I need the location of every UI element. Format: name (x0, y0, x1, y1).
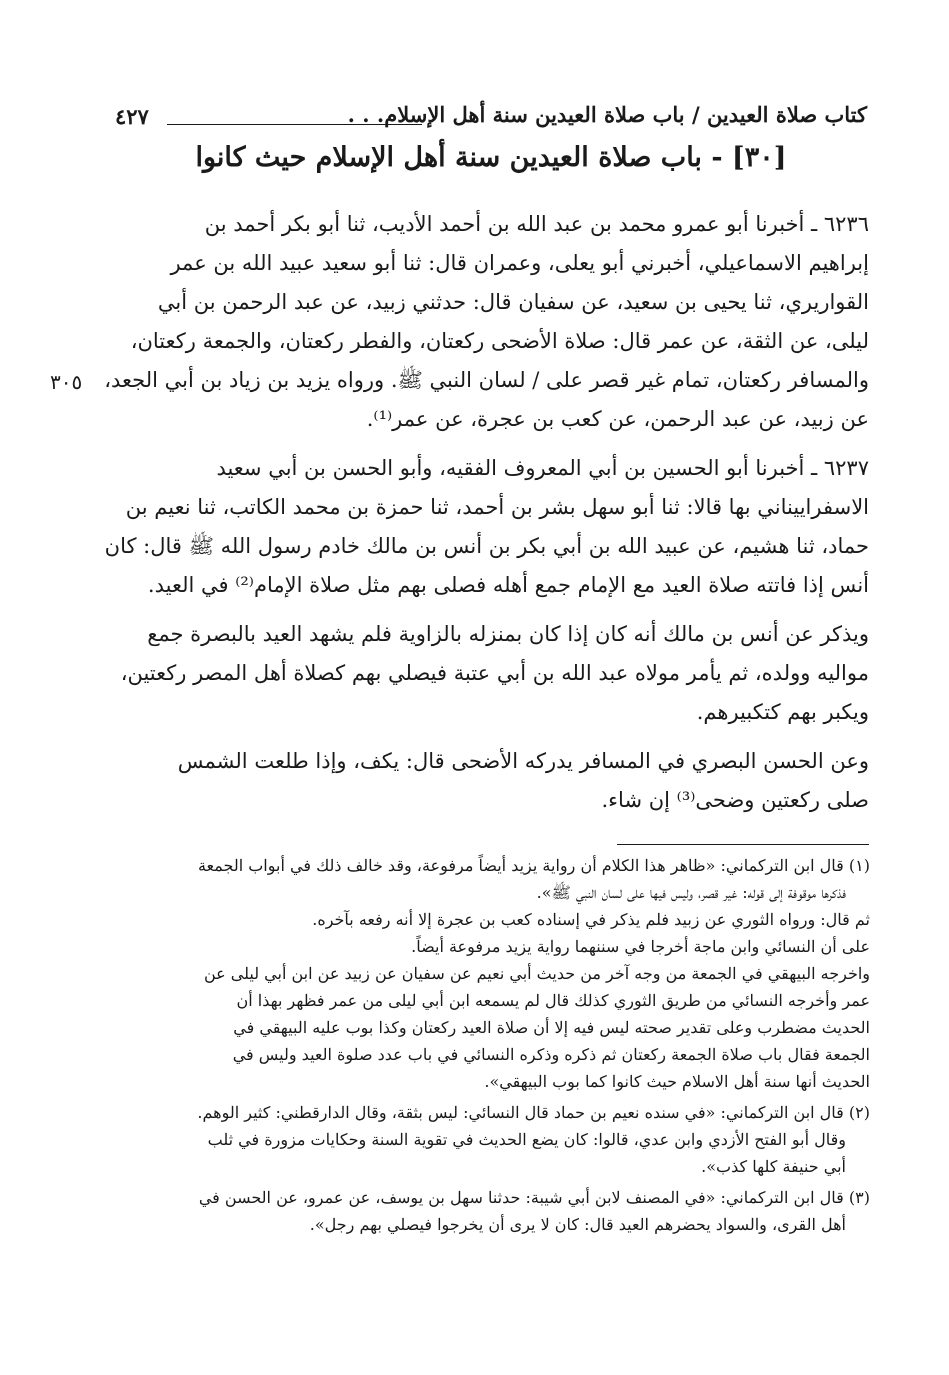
text-line: ويكبر بهم كتكبيرهم. (696, 700, 869, 724)
hadith-paragraph (104, 205, 869, 439)
margin-page-reference: ٣٠٥ (50, 370, 83, 394)
footnote-line: (٢) قال ابن التركماني: «في سنده نعيم بن حماد قال النسائي: ليس بثقة، وقال الدارقطني: كثير الوهم. (197, 1103, 870, 1122)
running-header (115, 98, 867, 138)
footnote-line: ثم قال: ورواه الثوري عن زبيد فلم يذكر في إسناده كعب بن عجرة إلا أنه رفعه بآخره. (312, 910, 870, 929)
text-line: عن زبيد، عن عبد الرحمن، عن كعب بن عجرة، عن عمر⁽¹⁾. (366, 407, 869, 431)
footnote-line: (٣) قال ابن التركماني: «في المصنف لابن أبي شيبة: حدثنا سهل بن يوسف، عن عمرو، عن الحسن في (198, 1188, 870, 1207)
footnote-line: عمر وأخرجه النسائي من طريق الثوري كذلك قال لم يسمعه ابن أبي ليلى من عمر فظهر بهذا أن (236, 991, 870, 1010)
main-text (104, 205, 869, 830)
text-line: مواليه وولده، ثم يأمر مولاه عبد الله بن أبي عتبة فيصلي بهم كصلاة أهل المصر ركعتين، (120, 661, 869, 685)
text-line: ويذكر عن أنس بن مالك أنه كان إذا كان بمنزله بالزاوية فلم يشهد العيد بالبصرة جمع (147, 622, 869, 646)
footnote-line: الجمعة فقال باب صلاة الجمعة ركعتان ثم ذكره وذكره النسائي في باب عدد صلوة العيد وليس في (232, 1045, 870, 1064)
footnote (112, 1184, 870, 1238)
footnote-line: وقال أبو الفتح الأزدي وابن عدي، قالوا: كان يضع الحديث في تقوية السنة وحكايات مزورة في ثلب (207, 1130, 846, 1149)
footnote-divider (617, 844, 869, 845)
footnote-line: الحديث أنها سنة أهل الاسلام حيث كانوا كما بوب البيهقي». (484, 1072, 870, 1091)
text-paragraph (112, 615, 869, 732)
text-line: وعن الحسن البصري في المسافر يدركه الأضحى قال: يكف، وإذا طلعت الشمس (177, 749, 869, 773)
text-line: صلى ركعتين وضحى⁽³⁾ إن شاء. (601, 788, 869, 812)
header-rule (167, 124, 422, 125)
text-line: حماد، ثنا هشيم، عن عبيد الله بن أبي بكر بن أنس بن مالك خادم رسول الله ﷺ قال: كان (104, 534, 869, 558)
hadith-paragraph (104, 449, 869, 605)
text-line: إبراهيم الاسماعيلي، أخبرني أبو يعلى، وعمران قال: ثنا أبو سعيد عبيد الله بن عمر (170, 251, 869, 275)
footnote-line: على أن النسائي وابن ماجة أخرجا في سننهما رواية يزيد مرفوعة أيضاً. (411, 937, 870, 956)
text-paragraph (112, 742, 869, 820)
footnote-line: واخرجه البيهقي في الجمعة من وجه آخر من حديث أبي نعيم عن سفيان عن زبيد عن ابن أبي ليلى عن (203, 964, 870, 983)
text-line: ليلى، عن الثقة، عن عمر قال: صلاة الأضحى ركعتان، والفطر ركعتان، والجمعة ركعتان، (130, 329, 869, 353)
footnote (112, 1099, 870, 1180)
page-number: ٤٢٧ (115, 104, 149, 129)
text-line: الاسفراييناني بها قالا: ثنا أبو سهل بشر بن أحمد، ثنا حمزة بن محمد الكاتب، ثنا نعيم بن (125, 495, 869, 519)
footnote-line: أهل القرى، والسواد يحضرهم العيد قال: كان لا يرى أن يخرجوا فيصلي بهم رجل». (309, 1215, 846, 1234)
text-line: ٦٢٣٦ ـ أخبرنا أبو عمرو محمد بن عبد الله بن أحمد الأديب، ثنا أبو بكر أحمد بن (204, 212, 869, 236)
text-line: ٦٢٣٧ ـ أخبرنا أبو الحسين بن أبي المعروف الفقيه، وأبو الحسن بن أبي سعيد (216, 456, 869, 480)
footnote-line: فذكرها موقوفة إلى قوله: غير قصر، وليس فيها على لسان النبي ﷺ». (536, 883, 846, 902)
footnote-line: (١) قال ابن التركماني: «ظاهر هذا الكلام أن رواية يزيد أيضاً مرفوعة، وقد خالف ذلك في أبواب الجمعة (197, 856, 870, 875)
footnote-line: أبي حنيفة كلها كذب». (701, 1157, 846, 1176)
running-header-title: كتاب صلاة العيدين / باب صلاة العيدين سنة أهل الإسلام. . . (347, 102, 867, 127)
text-line: أنس إذا فاتته صلاة العيد مع الإمام جمع أهله فصلى بهم مثل صلاة الإمام⁽²⁾ في العيد. (147, 573, 869, 597)
chapter-title: [٣٠] - باب صلاة العيدين سنة أهل الإسلام حيث كانوا (195, 142, 787, 173)
footnotes (112, 852, 870, 1242)
footnote-line: الحديث مضطرب وعلى تقدير صحته ليس فيه إلا أن صلاة العيد ركعتان وكذا بوب عليه البيهقي في (233, 1018, 870, 1037)
footnote (112, 852, 870, 1095)
text-line: والمسافر ركعتان، تمام غير قصر على / لسان النبي ﷺ. ورواه يزيد بن زياد بن أبي الجعد، (104, 368, 869, 392)
text-line: القواريري، ثنا يحيى بن سعيد، عن سفيان قال: حدثني زبيد، عن عبد الرحمن بن أبي (157, 290, 869, 314)
